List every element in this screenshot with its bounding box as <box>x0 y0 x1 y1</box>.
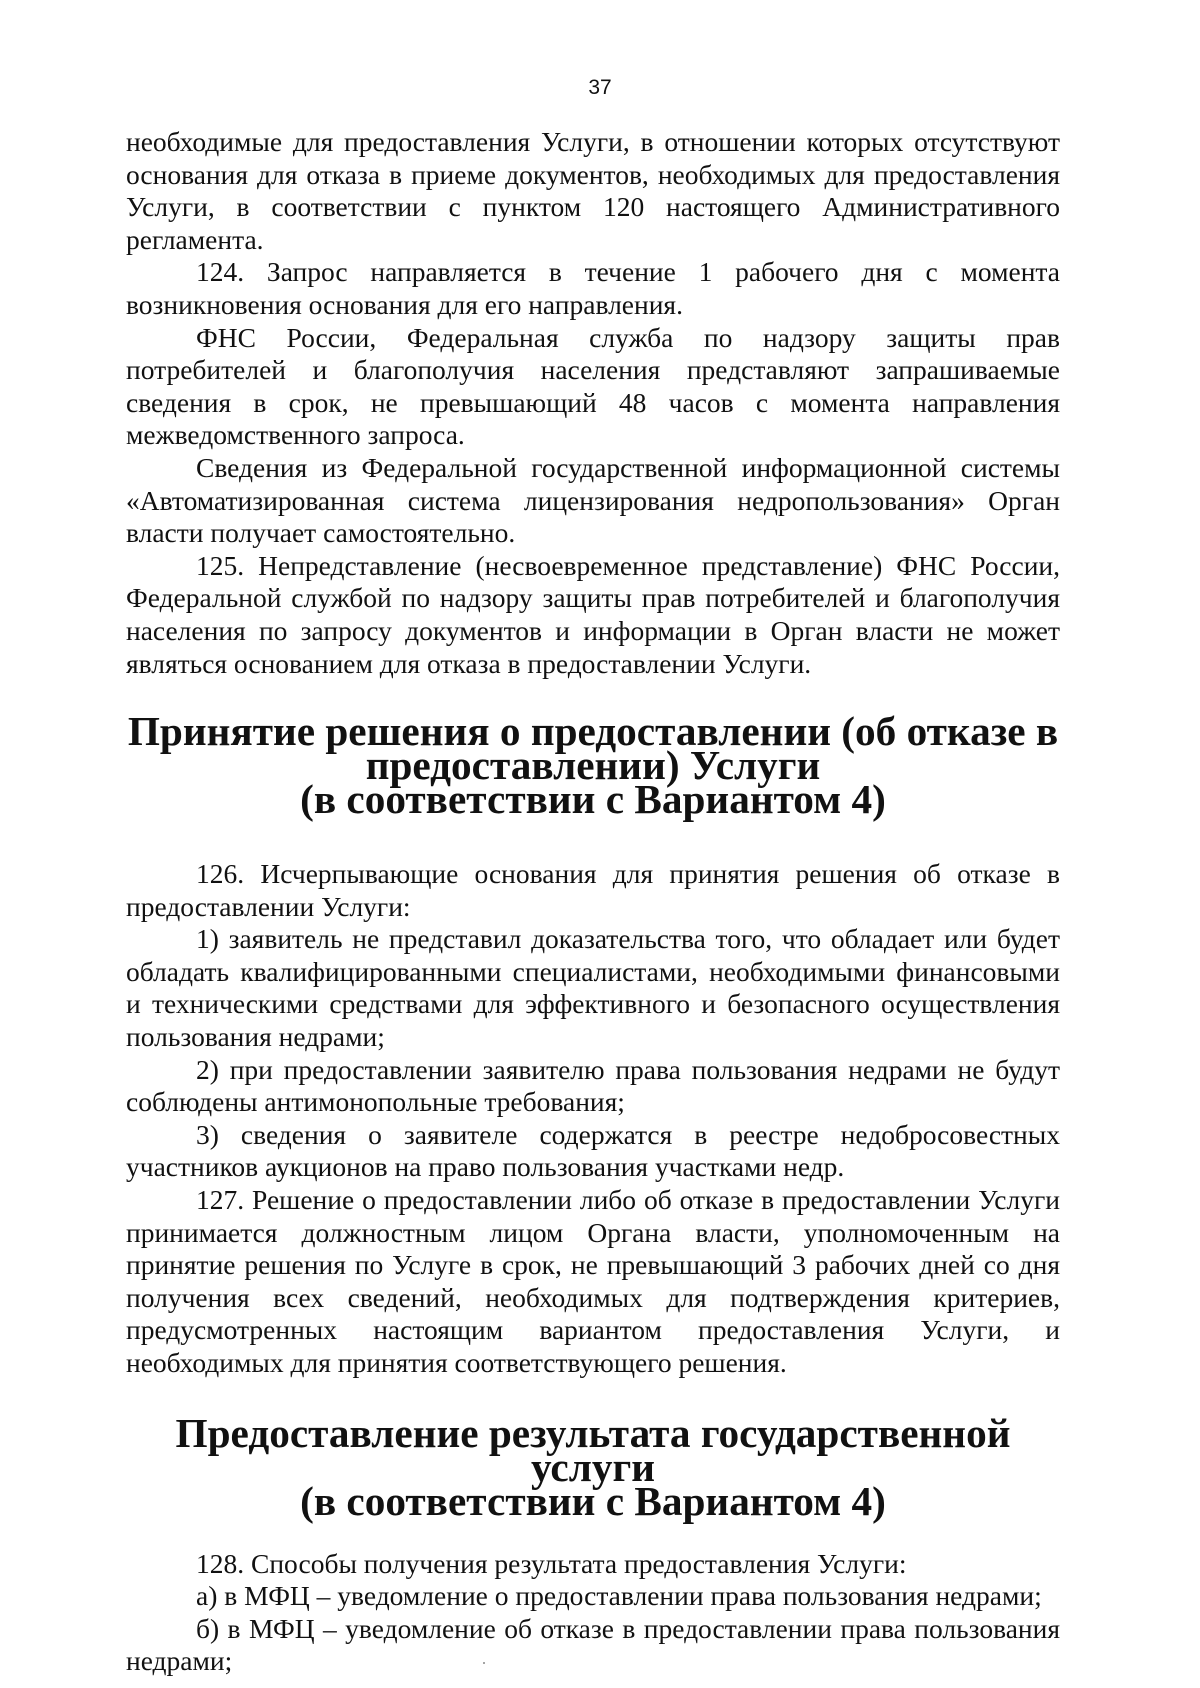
section-heading-decision <box>126 708 1060 823</box>
paragraph-fgis-info: Сведения из Федеральной государственной информационной системы «Автоматизированная система лицензирования недропользования» Орган власти получает самостоятельно. <box>126 451 1060 549</box>
scan-speck <box>483 1662 485 1664</box>
paragraph-128: 128. Способы получения результата предоставления Услуги: <box>196 1547 907 1579</box>
list-item-3: 3) сведения о заявителе содержатся в реестре недобросовестных участников аукционов на право пользования участками недр. <box>126 1118 1060 1183</box>
list-item-a: а) в МФЦ – уведомление о предоставлении права пользования недрами; <box>196 1580 1042 1612</box>
section-heading-result-line-1: Предоставление результата государственной услуги <box>175 1409 1011 1490</box>
page-number: 37 <box>588 76 612 99</box>
section-heading-decision-line-2: (в соответствии с Вариантом 4) <box>300 776 886 823</box>
paragraph-fns-info: ФНС России, Федеральная служба по надзору защиты прав потребителей и благополучия населения представляют запрашиваемые сведения в срок, не превышающий 48 часов с момента направления межведомственного запроса. <box>126 321 1060 451</box>
paragraph-126: 126. Исчерпывающие основания для принятия решения об отказе в предоставлении Услуги: <box>126 858 1060 922</box>
paragraph-125: 125. Непредставление (несвоевременное представление) ФНС России, Федеральной службой по надзору защиты прав потребителей и благополучия населения по запросу документов и информации в Орган власти не может являться основанием для отказа в предоставлении Услуги. <box>126 549 1060 679</box>
document-body <box>126 126 1060 1678</box>
paragraph-124: 124. Запрос направляется в течение 1 рабочего дня с момента возникновения основания для его направления. <box>126 256 1060 320</box>
section-heading-result <box>126 1409 1060 1524</box>
list-item-1: 1) заявитель не представил доказательства того, что обладает или будет обладать квалифицированными специалистами, необходимыми финансовыми и техническими средствами для эффективного и безопасного осуществления пользования недрами; <box>126 923 1060 1053</box>
paragraph-127: 127. Решение о предоставлении либо об отказе в предоставлении Услуги принимается должностным лицом Органа власти, уполномоченным на принятие решения по Услуге в срок, не превышающий 3 рабочих дней со дня получения всех сведений, необходимых для подтверждения критериев, предусмотренных настоящим вариантом предоставления Услуги, и необходимых для принятия соответствующего решения. <box>126 1184 1060 1378</box>
section-heading-decision-line-1: Принятие решения о предоставлении (об отказе в предоставлении) Услуги <box>127 708 1059 789</box>
list-item-b: б) в МФЦ – уведомление об отказе в предоставлении права пользования недрами; <box>126 1612 1060 1677</box>
list-item-2: 2) при предоставлении заявителю права пользования недрами не будут соблюдены антимонопольные требования; <box>126 1053 1060 1118</box>
section-heading-result-line-2: (в соответствии с Вариантом 4) <box>300 1477 886 1524</box>
paragraph-123-continued: необходимые для предоставления Услуги, в отношении которых отсутствуют основания для отказа в приеме документов, необходимых для предоставления Услуги, в соответствии с пунктом 120 настоящего Административного регламента. <box>126 126 1060 255</box>
